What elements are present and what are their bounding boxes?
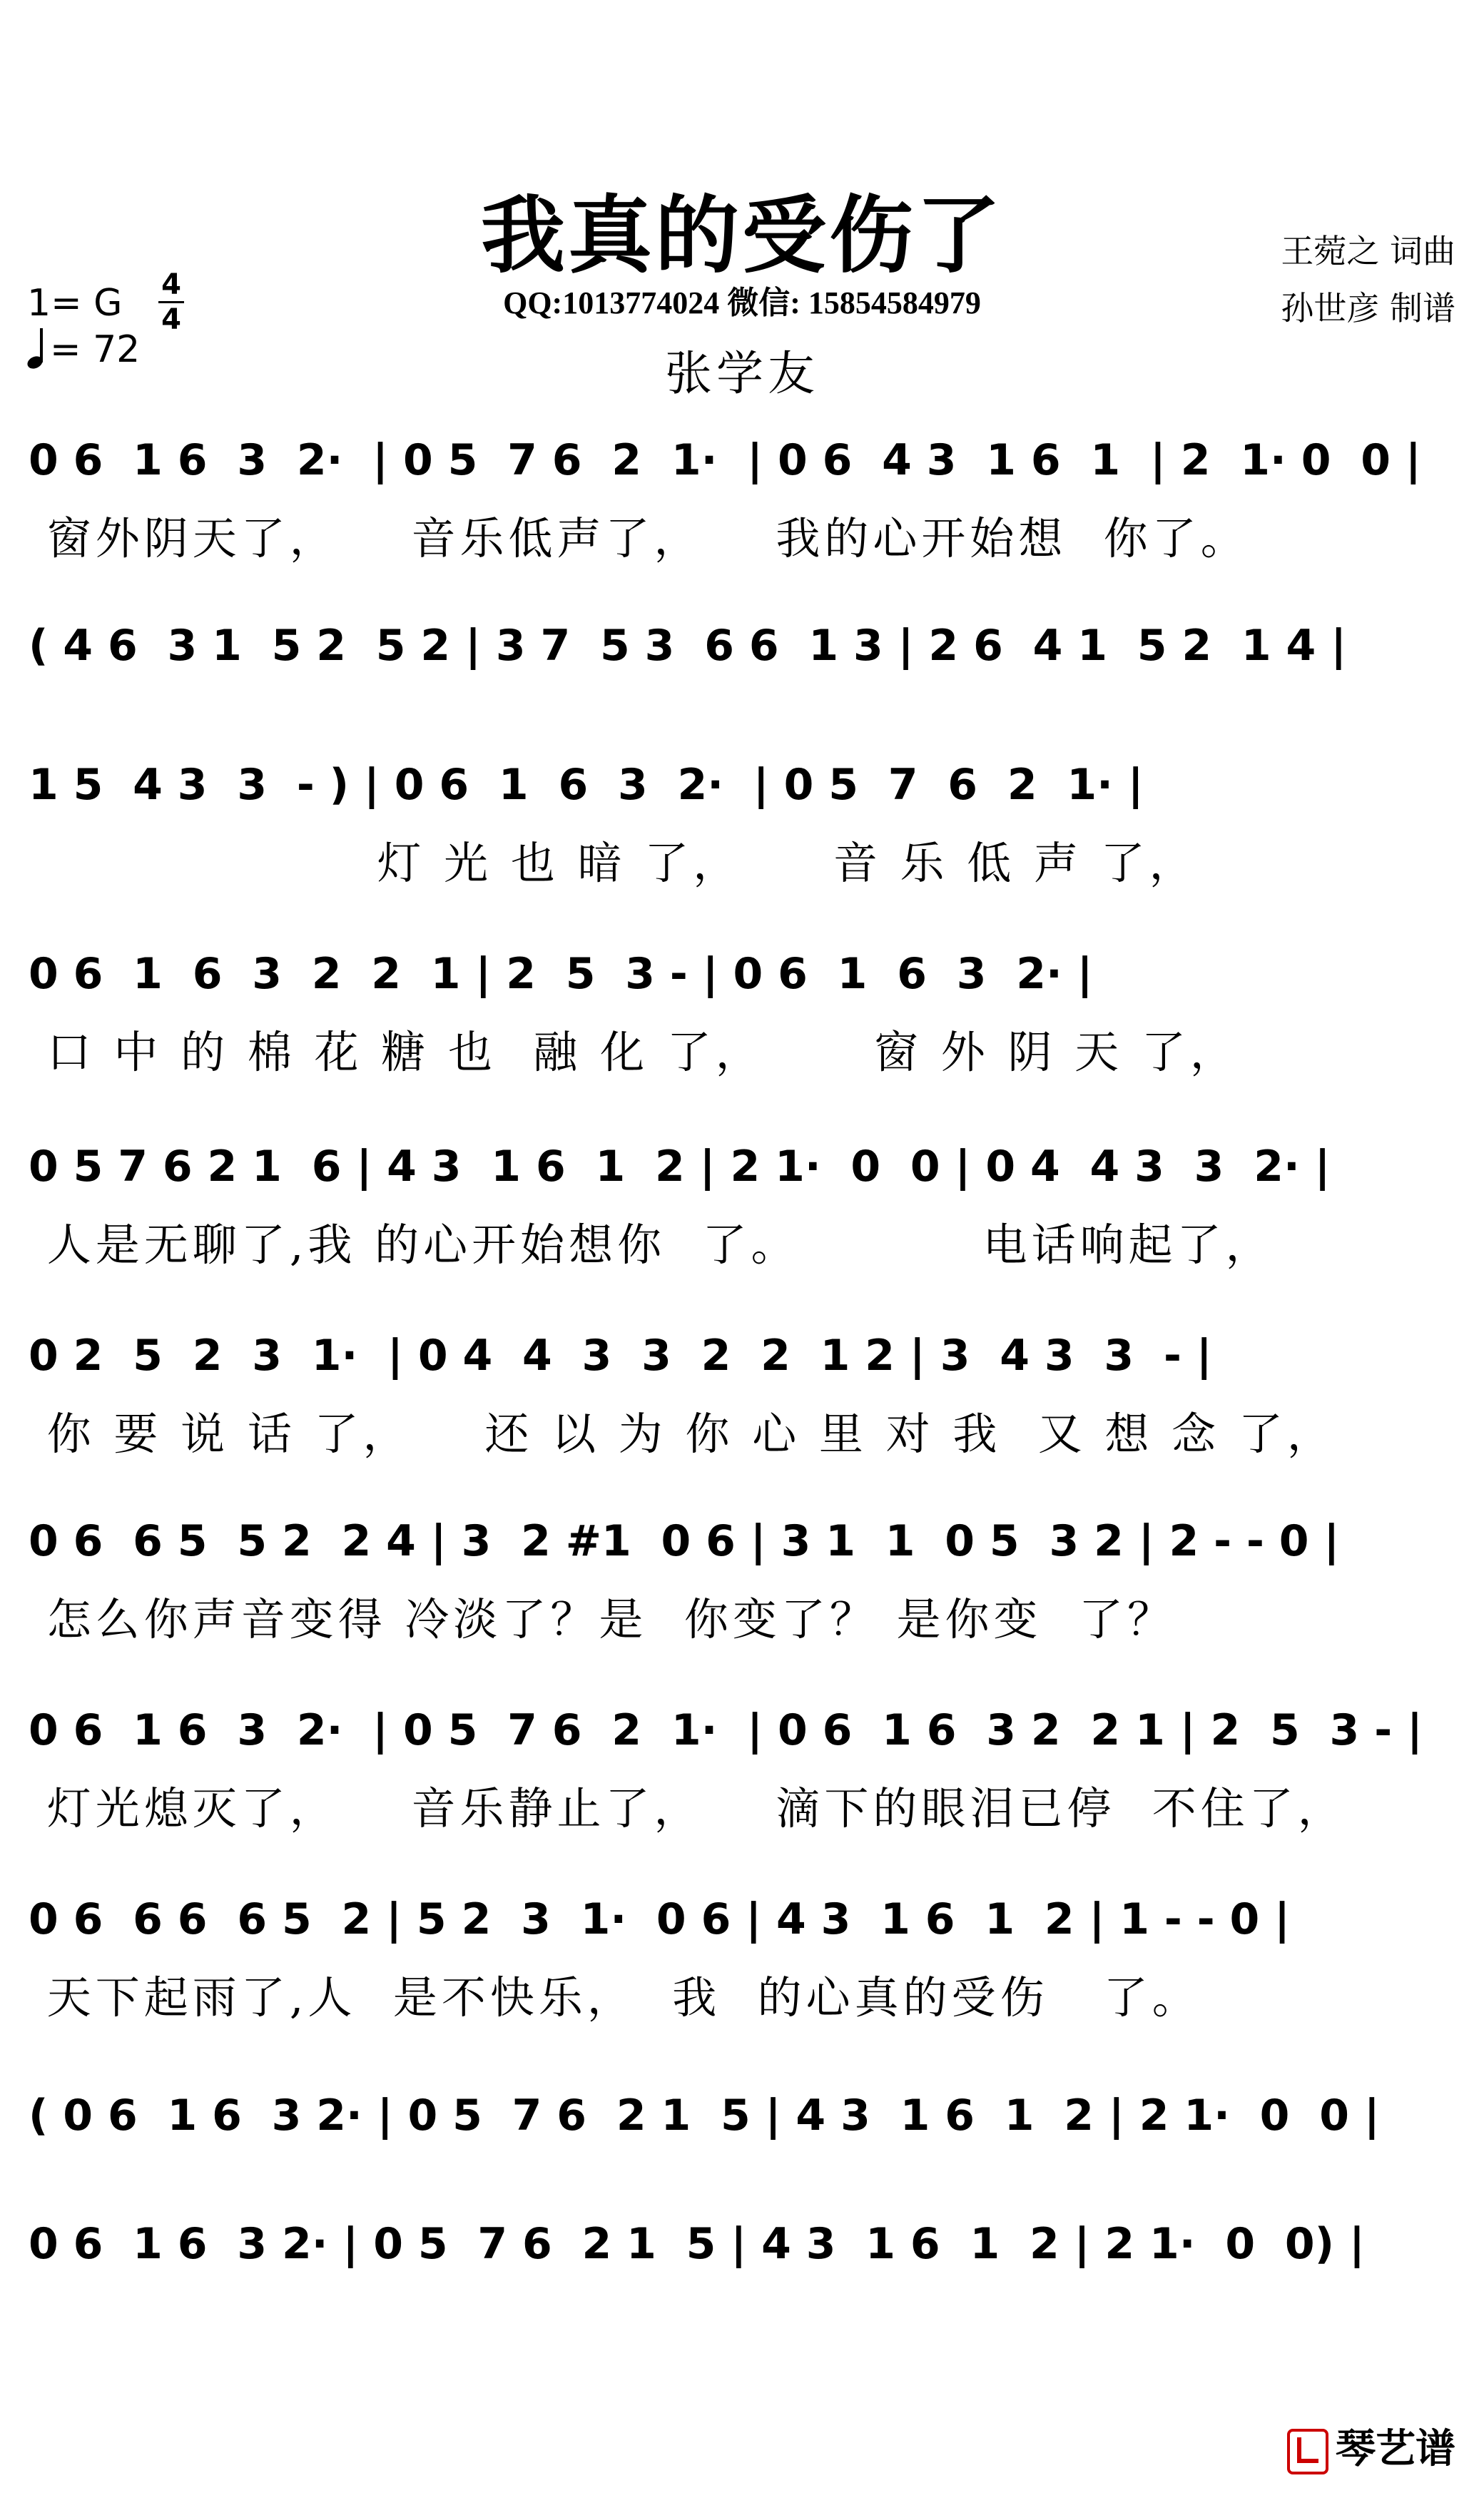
song-title: 我真的受伤了 (480, 186, 1003, 285)
notation-line-10: ( 0 6 1 6 3 2· | 0 5 7 6 2 1 5 | 4 3 1 6 1 2 | 2 1· 0 0 | (29, 2091, 1380, 2141)
lyric-line-6: 你 要 说 话 了， 还 以 为 你 心 里 对 我 又 想 念 了， (29, 1408, 1336, 1460)
notation-line-11: 0 6 1 6 3 2· | 0 5 7 6 2 1 5 | 4 3 1 6 1 2 | 2 1· 0 0) | (29, 2219, 1365, 2269)
lyric-line-9: 天下起雨了,人 是不快乐， 我 的心真的受伤 了。 (29, 1971, 1201, 2024)
time-signature-top: 4 (161, 268, 181, 301)
watermark-logo (1287, 2417, 1455, 2474)
notation-line-9: 0 6 6 6 6 5 2 | 5 2 3 1· 0 6 | 4 3 1 6 1 2 | 1 - - 0 | (29, 1894, 1291, 1944)
singer-name: 张学友 (665, 346, 819, 401)
notation-line-8: 0 6 1 6 3 2· | 0 5 7 6 2 1· | 0 6 1 6 3 2 2 1 | 2 5 3 - | (29, 1705, 1423, 1755)
lyric-line-3: 灯 光 也 暗 了， 音 乐 低 声 了， (29, 837, 1198, 889)
notation-line-1: 0 6 1 6 3 2· | 0 5 7 6 2 1· | 0 6 4 3 1 6 1 | 2 1· 0 0 | (29, 435, 1421, 485)
contact-info: QQ:1013774024 微信: 15854584979 (503, 285, 981, 320)
notation-line-3: 1 5 4 3 3 - ) | 0 6 1 6 3 2· | 0 5 7 6 2 1· | (29, 760, 1144, 810)
notation-line-2: ( 4 6 3 1 5 2 5 2 | 3 7 5 3 6 6 1 3 | 2 6 4 1 5 2 1 4 | (29, 621, 1347, 671)
transcriber: 孙世彦 制谱 (1281, 289, 1455, 328)
logo-icon (1287, 2429, 1328, 2474)
notation-line-7: 0 6 6 5 5 2 2 4 | 3 2 #1 0 6 | 3 1 1 0 5 3 2 | 2 - - 0 | (29, 1516, 1340, 1566)
quarter-note-icon (27, 328, 46, 371)
tempo-value: = 72 (50, 328, 141, 371)
notation-line-4: 0 6 1 6 3 2 2 1 | 2 5 3 - | 0 6 1 6 3 2· | (29, 949, 1093, 999)
time-signature (158, 270, 184, 335)
lyricist-composer: 王菀之 词曲 (1281, 232, 1455, 270)
time-signature-bottom: 4 (161, 303, 181, 336)
lyric-line-5: 人是无聊了,我 的心开始想你 了。 电话响起了， (29, 1219, 1274, 1271)
lyric-line-8: 灯光熄灭了， 音乐静止了， 滴下的眼泪已停 不住了， (29, 1782, 1346, 1834)
notation-line-5: 0 5 7 6 2 1 6 | 4 3 1 6 1 2 | 2 1· 0 0 | 0 4 4 3 3 2· | (29, 1142, 1331, 1192)
watermark-text: 琴艺谱 (1336, 2426, 1455, 2472)
lyric-line-1: 窗外阴天了， 音乐低声了， 我的心开始想 你了。 (29, 512, 1249, 564)
lyric-line-7: 怎么你声音变得 冷淡了？是 你变了？ 是你变 了？ (29, 1593, 1176, 1645)
notation-line-6: 0 2 5 2 3 1· | 0 4 4 3 3 2 2 1 2 | 3 4 3 3 - | (29, 1331, 1212, 1381)
key-signature: 1= G (27, 282, 123, 325)
tempo-marking (27, 328, 140, 371)
lyric-line-4: 口 中 的 棉 花 糖 也 融 化 了， 窗 外 阴 天 了， (29, 1026, 1239, 1078)
